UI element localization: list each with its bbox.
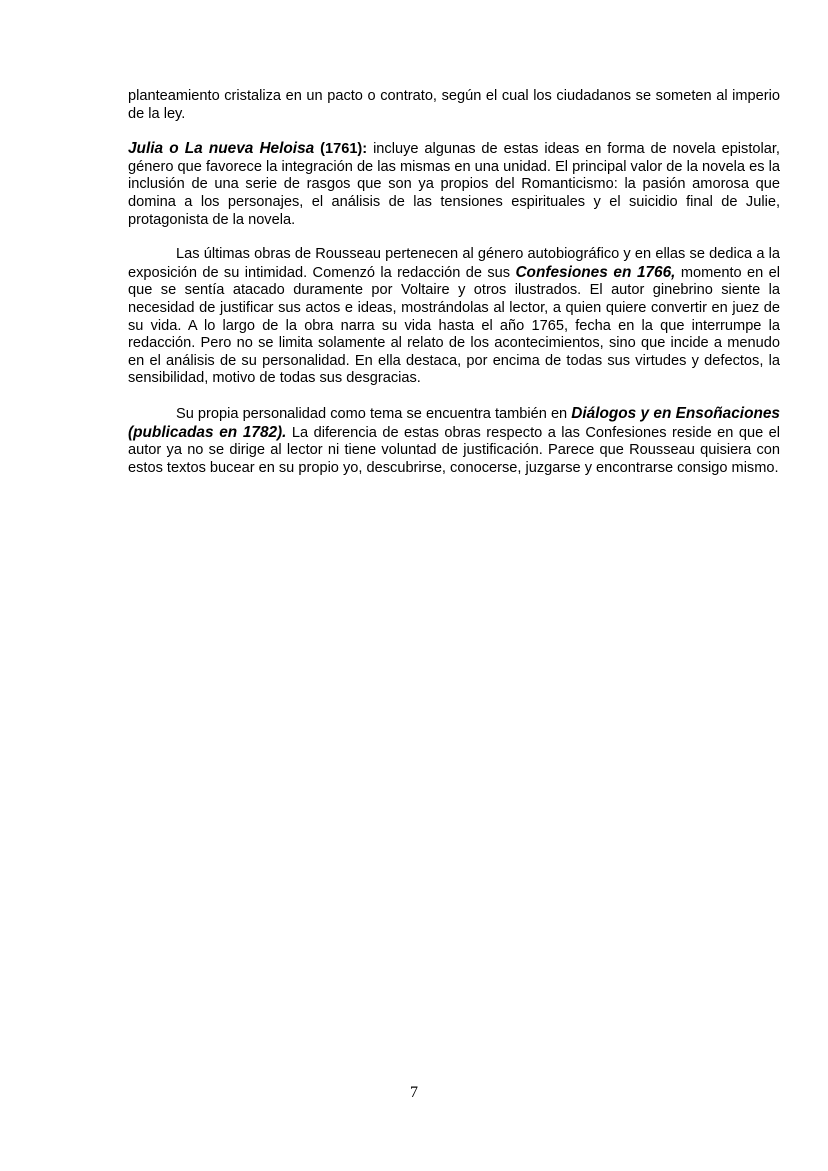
paragraph-julia — [128, 140, 780, 229]
paragraph-text-before: Las últimas obras de Rousseau pertenecen al género autobiográfico y en ellas se dedica a la exposición de su intimidad. Comenzó la redacción de sus — [128, 246, 780, 281]
work-title-dialogos: Diálogos y en Ensoñaciones (publicadas en 1782). — [128, 404, 780, 441]
paragraph-dialogos — [128, 405, 780, 477]
paragraph-text-after: momento en el que se sentía atacado duramente por Voltaire y otros ilustrados. El autor ginebrino siente la necesidad de justificar sus actos e ideas, mostrándolas al lector, a quien quiere convertir en juez de su vida. A lo largo de la obra narra su vida hasta el año 1765, fecha en la que interrumpe la redacción. Pero no se limita solamente al relato de los acontecimientos, sino que incide a menudo en el análisis de su personalidad. En ella destaca, por encima de todas sus virtudes y defectos, la sensibilidad, motivo de todas sus desgracias. — [128, 264, 781, 387]
page-number: 7 — [410, 1084, 418, 1101]
paragraph-text-after: La diferencia de estas obras respecto a las Confesiones reside en que el autor ya no se dirige al lector ni tiene voluntad de justificación. Parece que Rousseau quisiera con estos textos bucear en su propio yo, descubrirse, conocerse, juzgarse y encontrarse consigo mismo. — [128, 424, 780, 476]
paragraph-text: incluye algunas de estas ideas en forma de novela epistolar, género que favorece la integración de las mismas en una unidad. El principal valor de la novela es la inclusión de una serie de rasgos que son ya propios del Romanticismo: la pasión amorosa que domina a los personajes, el análisis de las tensiones espirituales y el suicidio final de Julie, protagonista de la novela. — [128, 141, 780, 228]
paragraph-text-before: Su propia personalidad como tema se encuentra también en — [176, 405, 572, 422]
work-title-julia: Julia o La nueva Heloisa — [128, 140, 315, 158]
work-title-confesiones: Confesiones en 1766, — [515, 263, 676, 281]
paragraph-confesiones — [128, 246, 780, 388]
paragraph-contrato — [128, 88, 780, 123]
paragraph-text: planteamiento cristaliza en un pacto o contrato, según el cual los ciudadanos se someten al imperio de la ley. — [128, 88, 780, 122]
document-body — [128, 88, 780, 477]
work-year-julia: (1761): — [320, 141, 368, 158]
